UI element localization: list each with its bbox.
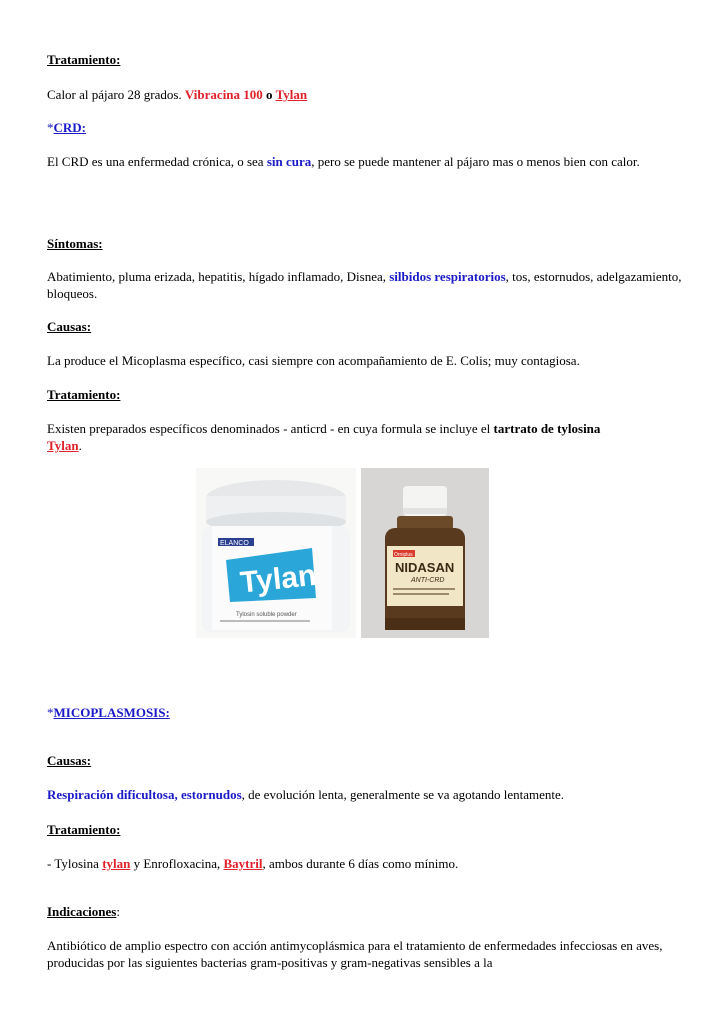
nidasan-label-text: NIDASAN [395,560,455,575]
paragraph-tratamiento-2: Existen preparados específicos denominados - anticrd - en cuya formula se incluye el tartrato de tylosina Tylan. [47,421,601,453]
paragraph-calor: Calor al pájaro 28 grados. Vibracina 100 o Tylan [47,87,308,102]
heading-tratamiento-3: Tratamiento: [47,822,121,837]
heading-causas-2: Causas: [47,753,92,768]
elanco-logo: ELANCO [220,540,249,547]
svg-text:Tylosin soluble powder: Tylosin soluble powder [236,612,297,618]
tylan-product-image [196,468,356,638]
svg-text:ANTI-CRD: ANTI-CRD [411,577,445,584]
paragraph-indicaciones: Antibiótico de amplio espectro con acción antimycoplásmica para el tratamiento de enfermedades infecciosas en aves, producidas por las siguientes bacterias gram-positivas y gram-negativas sensibles a la [47,938,663,970]
heading-indicaciones: Indicaciones: [47,904,120,919]
link-tylan[interactable]: Tylan [275,87,308,102]
heading-tratamiento-2: Tratamiento: [47,387,121,402]
heading-tratamiento-1: Tratamiento: [47,52,121,67]
nidasan-product-image [361,468,489,638]
tylan-logo-text: Tylan [238,558,318,600]
link-crd[interactable]: CRD: [53,120,86,135]
paragraph-causas-1: La produce el Micoplasma específico, casi siempre con acompañamiento de E. Colis; muy contagiosa. [47,353,580,368]
heading-sintomas: Síntomas: [47,236,103,251]
heading-causas-1: Causas: [47,319,92,334]
link-micoplasmosis[interactable]: MICOPLASMOSIS: [53,705,170,720]
svg-text:Orniplus: Orniplus [394,552,413,558]
drug-vibracina: Vibracina 100 [184,87,263,102]
paragraph-causas-2: Respiración dificultosa, estornudos, de evolución lenta, generalmente se va agotando lentamente. [47,787,564,802]
paragraph-tratamiento-3: - Tylosina tylan y Enrofloxacina, Baytril, ambos durante 6 días como mínimo. [47,856,459,871]
tylan-jar-graphic [196,468,356,638]
heading-micoplasmosis: *MICOPLASMOSIS: [47,705,170,720]
link-baytril[interactable]: Baytril [223,856,263,871]
nidasan-bottle-graphic [361,468,489,638]
link-tylan-3[interactable]: tylan [102,856,131,871]
heading-crd: *CRD: [47,120,86,135]
link-tylan-2[interactable]: Tylan [47,438,79,453]
paragraph-crd: El CRD es una enfermedad crónica, o sea sin cura, pero se puede mantener al pájaro mas o menos bien con calor. [47,154,640,169]
paragraph-sintomas: Abatimiento, pluma erizada, hepatitis, hígado inflamado, Disnea, silbidos respiratorios, tos, estornudos, adelgazamiento, bloqueos. [47,269,682,301]
